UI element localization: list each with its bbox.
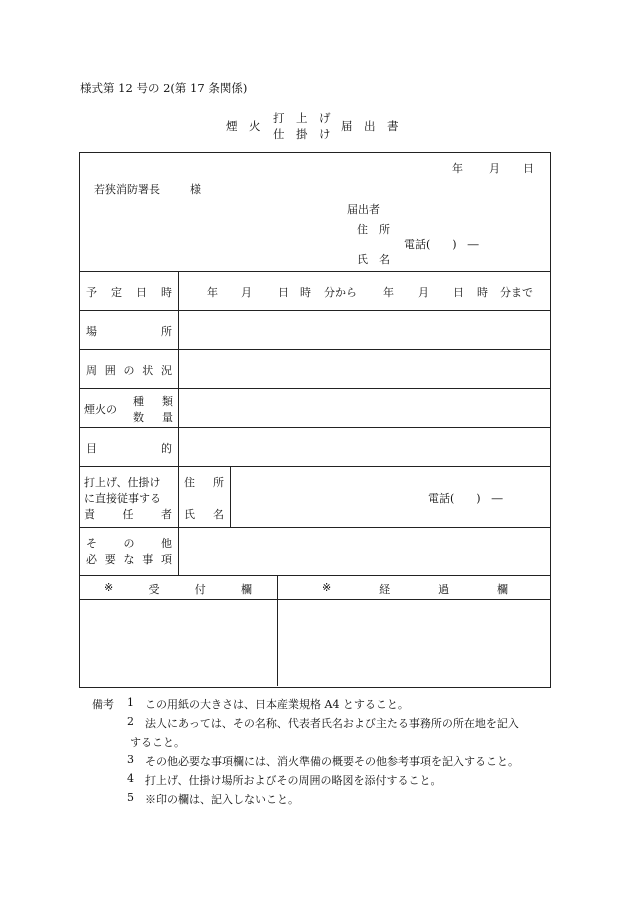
row-divider: [79, 310, 551, 311]
responsible-name-label: 氏 名: [184, 508, 224, 521]
note-text: この用紙の大きさは、日本産業規格 A4 とすること。: [145, 698, 409, 711]
row-divider: [79, 388, 551, 389]
place-label: 場 所: [86, 325, 172, 338]
date-month: 月: [489, 162, 500, 175]
to-minute: 分まで: [500, 286, 533, 299]
date-day: 日: [523, 162, 534, 175]
purpose-label: 目 的: [86, 442, 172, 455]
addressee: 若狭消防署長: [94, 183, 160, 196]
row-divider: [79, 349, 551, 350]
note-num: 4: [127, 772, 134, 785]
note-text: その他必要な事項欄には、消火準備の概要その他参考事項を記入すること。: [145, 755, 519, 768]
responsible-label-line2: に直接従事する: [84, 492, 161, 505]
address-label: 住 所: [357, 223, 390, 236]
to-year: 年: [383, 286, 394, 299]
fireworks-label: 煙火の: [84, 403, 117, 416]
name-label: 氏 名: [357, 253, 390, 266]
note-num: 2: [127, 715, 134, 728]
note-num: 5: [127, 791, 134, 804]
row-divider: [79, 527, 551, 528]
to-month: 月: [418, 286, 429, 299]
title-stack-bottom: 仕 掛 け: [273, 127, 331, 141]
responsible-subcolumn-divider: [230, 466, 231, 527]
responsible-address-label: 住 所: [184, 476, 224, 489]
form-number: 様式第 12 号の 2(第 17 条関係): [80, 81, 248, 95]
row-divider: [79, 466, 551, 467]
responsible-label-line3: 責 任 者: [84, 508, 172, 521]
from-day: 日: [278, 286, 289, 299]
surroundings-label: 周 囲 の 状 況: [86, 364, 172, 377]
from-year: 年: [207, 286, 218, 299]
label-column-divider: [178, 271, 179, 575]
progress-column-header: ※ 経 過 欄: [322, 581, 508, 596]
responsible-label-line1: 打上げ、仕掛け: [84, 476, 161, 489]
responsible-phone-label: 電話( ) ―: [428, 492, 503, 505]
to-day: 日: [453, 286, 464, 299]
honorific: 様: [190, 183, 201, 196]
row-divider: [79, 427, 551, 428]
footer-column-divider: [277, 575, 278, 686]
note-text: ※印の欄は、記入しないこと。: [145, 793, 299, 806]
fireworks-amount-label: 数 量: [133, 411, 173, 424]
other-label-line2: 必 要 な 事 項: [86, 553, 172, 566]
title-part1: 煙 火: [226, 119, 261, 133]
note-num: 1: [127, 696, 134, 709]
fireworks-kind-label: 種 類: [133, 395, 173, 408]
from-month: 月: [241, 286, 252, 299]
from-hour: 時: [300, 286, 311, 299]
schedule-label: 予 定 日 時: [86, 286, 172, 299]
title-part2: 届 出 書: [341, 119, 399, 133]
notifier-label: 届出者: [347, 203, 380, 216]
note-text-continued: すること。: [130, 736, 185, 749]
row-divider: [79, 575, 551, 576]
notes-label: 備考: [92, 698, 114, 711]
to-hour: 時: [477, 286, 488, 299]
note-num: 3: [127, 753, 134, 766]
phone-label: 電話( ) ―: [404, 238, 479, 251]
note-text: 打上げ、仕掛け場所およびその周囲の略図を添付すること。: [145, 774, 442, 787]
from-minute: 分から: [324, 286, 357, 299]
other-label-line1: そ の 他: [86, 537, 172, 550]
title-stack-top: 打 上 げ: [273, 111, 331, 125]
note-text: 法人にあっては、その名称、代表者氏名および主たる事務所の所在地を記入: [145, 717, 519, 730]
row-divider: [79, 599, 551, 600]
date-year: 年: [452, 162, 463, 175]
reception-column-header: ※ 受 付 欄: [104, 581, 252, 596]
row-divider: [79, 271, 551, 272]
